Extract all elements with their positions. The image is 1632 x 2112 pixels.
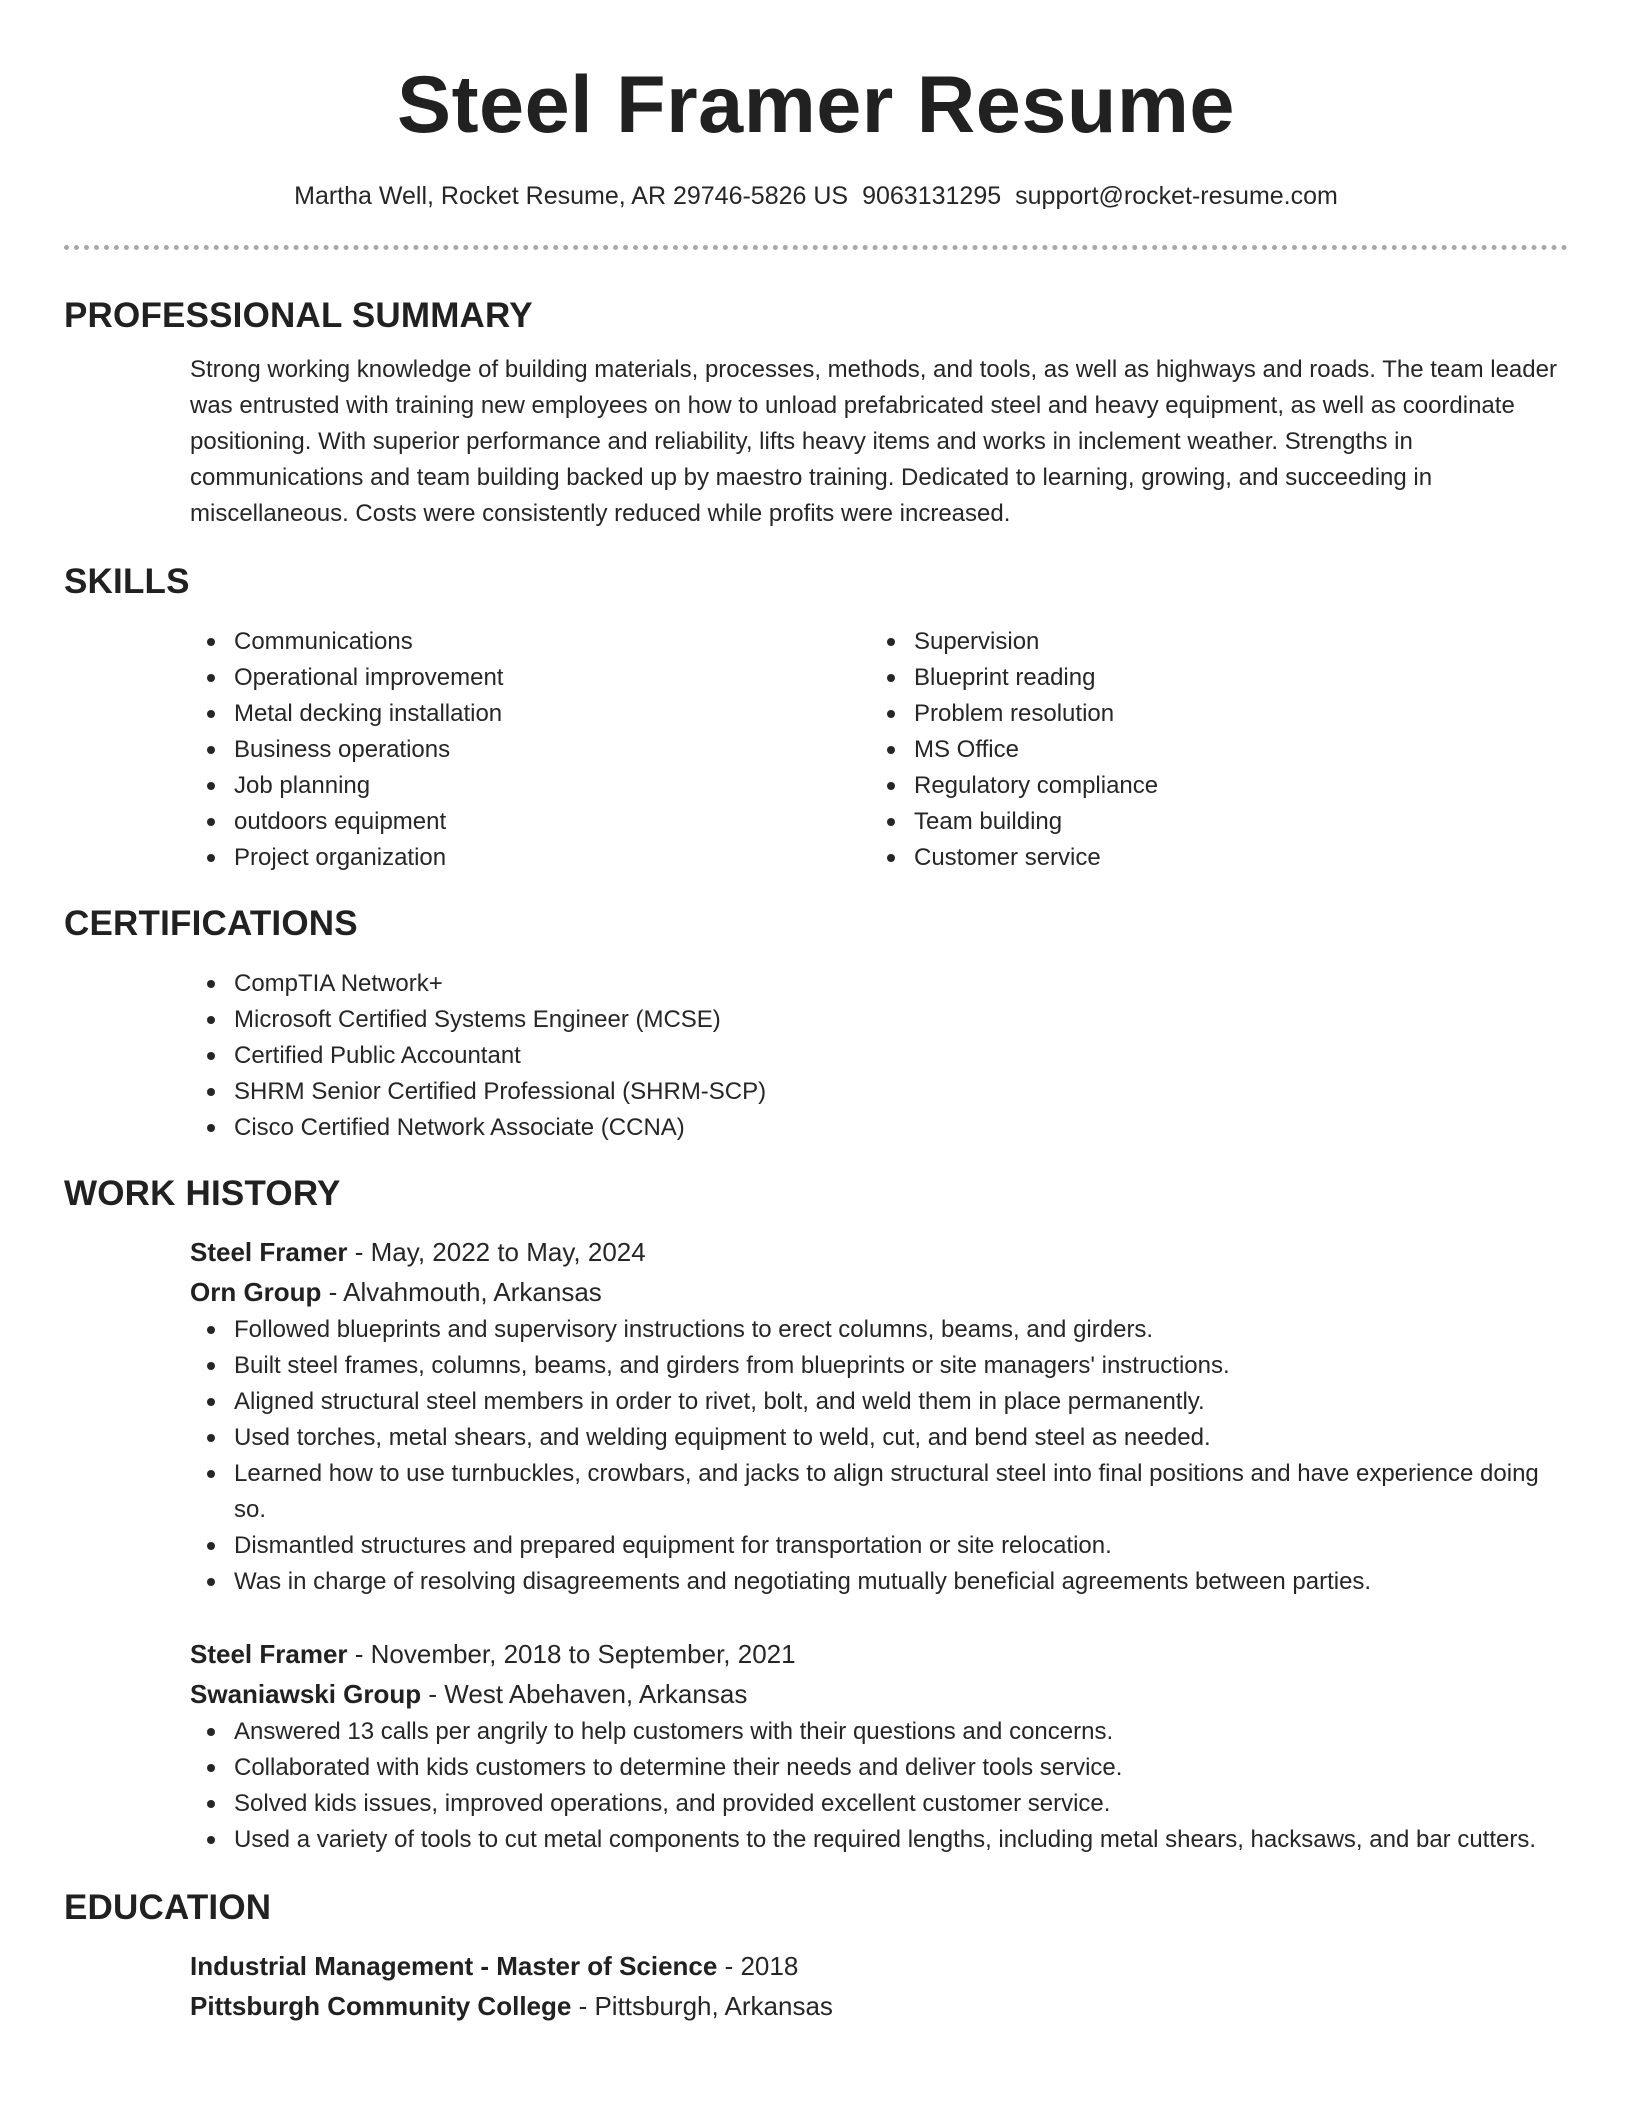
job-duty-item: Aligned structural steel members in order to rivet, bolt, and weld them in place permanently. [234,1384,1568,1420]
certification-item: Certified Public Accountant [234,1038,1568,1074]
summary-heading: PROFESSIONAL SUMMARY [64,296,533,335]
certifications-heading: CERTIFICATIONS [64,904,358,943]
skill-item: Business operations [234,732,870,768]
job-dates: - November, 2018 to September, 2021 [347,1639,796,1669]
skills-column-left [190,624,870,876]
skill-item: Problem resolution [914,696,1550,732]
job-duties [190,1714,1568,1858]
header-divider [64,245,1568,250]
job-company-line [190,1272,1568,1312]
skill-item: Regulatory compliance [914,768,1550,804]
skill-item: Job planning [234,768,870,804]
skill-item: Project organization [234,840,870,876]
job-dates: - May, 2022 to May, 2024 [347,1237,646,1267]
job-duty-item: Learned how to use turnbuckles, crowbars, and jacks to align structural steel into final positions and have experience doing so. [234,1456,1568,1528]
education-degree: Industrial Management - Master of Science [190,1951,718,1981]
job-title: Steel Framer [190,1237,348,1267]
contact-email: support@rocket-resume.com [1015,182,1338,210]
work-history-heading: WORK HISTORY [64,1174,341,1213]
job-duty-item: Followed blueprints and supervisory instructions to erect columns, beams, and girders. [234,1312,1568,1348]
contact-address: Martha Well, Rocket Resume, AR 29746-5826 US [294,182,849,210]
education-degree-line [190,1946,1568,1986]
job-title-line [190,1232,1568,1272]
job-duty-item: Used a variety of tools to cut metal components to the required lengths, including metal shears, hacksaws, and bar cutters. [234,1822,1568,1858]
certifications-section [64,902,1568,1146]
skill-item: Operational improvement [234,660,870,696]
certification-item: Cisco Certified Network Associate (CCNA) [234,1110,1568,1146]
job-duty-item: Built steel frames, columns, beams, and girders from blueprints or site managers' instructions. [234,1348,1568,1384]
education-year: - 2018 [717,1951,799,1981]
resume-title: Steel Framer Resume [397,60,1235,150]
education-section [64,1886,1568,2026]
skill-item: Communications [234,624,870,660]
skill-item: Supervision [914,624,1550,660]
contact-line [64,179,1568,213]
education-school-line [190,1986,1568,2026]
certification-item: SHRM Senior Certified Professional (SHRM-SCP) [234,1074,1568,1110]
job-company: Swaniawski Group [190,1679,422,1709]
job-company: Orn Group [190,1277,322,1307]
job-duties [190,1312,1568,1600]
summary-section [64,294,1568,532]
certification-item: Microsoft Certified Systems Engineer (MCSE) [234,1002,1568,1038]
certification-item: CompTIA Network+ [234,966,1568,1002]
skill-item: outdoors equipment [234,804,870,840]
skills-section [64,560,1568,876]
skills-heading: SKILLS [64,562,190,601]
job-duty-item: Collaborated with kids customers to determine their needs and deliver tools service. [234,1750,1568,1786]
job-title: Steel Framer [190,1639,348,1669]
job-title-line [190,1634,1568,1674]
contact-phone: 9063131295 [862,182,1002,210]
education-heading: EDUCATION [64,1888,272,1927]
job-duty-item: Used torches, metal shears, and welding equipment to weld, cut, and bend steel as needed. [234,1420,1568,1456]
job-entry [64,1232,1568,1600]
job-duty-item: Solved kids issues, improved operations, and provided excellent customer service. [234,1786,1568,1822]
summary-text: Strong working knowledge of building materials, processes, methods, and tools, as well as highways and roads. The team leader was entrusted with training new employees on how to unload prefabricated steel and heavy equipment, as well as coordinate positioning. With superior performance and reliability, lifts heavy items and works in inclement weather. Strengths in communications and team building backed up by maestro training. Dedicated to learning, growing, and succeeding in miscellaneous. Costs were consistently reduced while profits were increased. [190,356,1557,527]
job-location: - West Abehaven, Arkansas [421,1679,748,1709]
job-entry [64,1634,1568,1858]
job-duty-item: Dismantled structures and prepared equipment for transportation or site relocation. [234,1528,1568,1564]
job-duty-item: Answered 13 calls per angrily to help customers with their questions and concerns. [234,1714,1568,1750]
job-company-line [190,1674,1568,1714]
education-school: Pittsburgh Community College [190,1991,572,2021]
work-history-section [64,1172,1568,1858]
job-duty-item: Was in charge of resolving disagreements and negotiating mutually beneficial agreements between parties. [234,1564,1568,1600]
skill-item: Customer service [914,840,1550,876]
skill-item: MS Office [914,732,1550,768]
skill-item: Blueprint reading [914,660,1550,696]
skills-column-right [870,624,1550,876]
education-location: - Pittsburgh, Arkansas [571,1991,833,2021]
job-location: - Alvahmouth, Arkansas [321,1277,602,1307]
skill-item: Metal decking installation [234,696,870,732]
skill-item: Team building [914,804,1550,840]
